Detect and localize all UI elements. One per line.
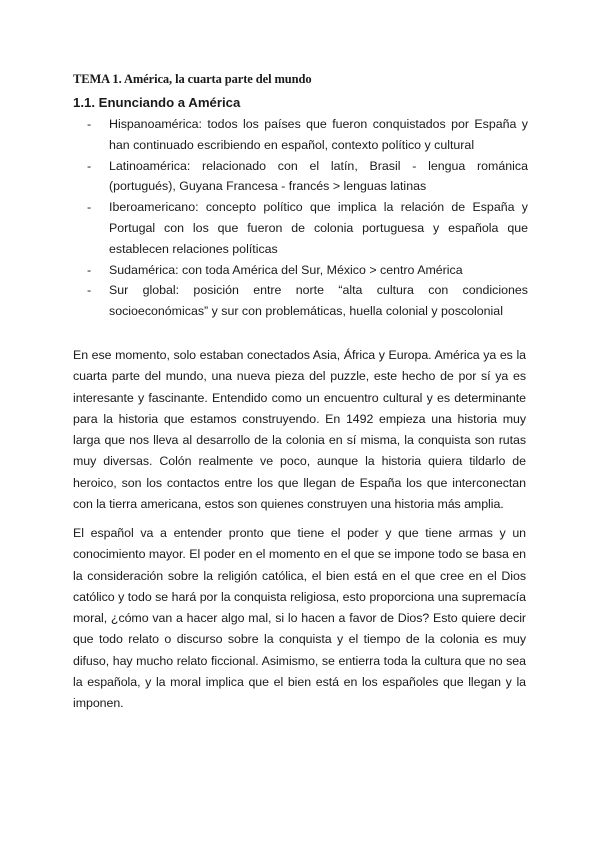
list-item xyxy=(73,280,528,322)
list-item-text: Hispanoamérica: todos los países que fueron conquistados por España y han continuado escribiendo en español, contexto político y cultural xyxy=(109,117,528,152)
body-paragraph: El español va a entender pronto que tiene el poder y que tiene armas y un conocimiento mayor. El poder en el momento en el que se impone todo se basa en la consideración sobre la religión católica, el bien está en el que cree en el Dios católico y todo se hará por la conquista religiosa, esto proporciona una supremacía moral, ¿cómo van a hacer algo mal, si lo hacen a favor de Dios? Esto quiere decir que todo relato o discurso sobre la conquista y el tiempo de la colonia es muy difuso, hay mucho relato ficcional. Asimismo, se entierra toda la cultura que no sea la española, y la moral implica que el bien está en los españoles que llegan y la imponen. xyxy=(73,526,526,711)
topic-title: TEMA 1. América, la cuarta parte del mundo xyxy=(73,72,312,86)
list-item-text: Sudamérica: con toda América del Sur, México > centro América xyxy=(109,262,463,277)
list-item-text: Sur global: posición entre norte “alta cultura con condiciones socioeconómicas” y sur con problemáticas, huella colonial y poscolonial xyxy=(109,283,528,319)
definitions-list xyxy=(73,114,528,322)
list-item-text: Iberoamericano: concepto político que implica la relación de España y Portugal con los que fueron de colonia portuguesa y española que establecen relaciones políticas xyxy=(109,200,528,256)
bullet-marker: - xyxy=(87,283,92,298)
list-item xyxy=(73,260,528,281)
section-heading: 1.1. Enunciando a América xyxy=(73,95,241,110)
bullet-marker: - xyxy=(87,262,92,277)
list-item xyxy=(73,114,528,156)
list-item-text: Latinoamérica: relacionado con el latín, Brasil - lengua románica (portugués), Guyana Francesa - francés > lenguas latinas xyxy=(109,158,528,194)
list-item xyxy=(73,156,528,198)
bullet-marker: - xyxy=(87,158,92,173)
bullet-marker: - xyxy=(87,200,92,215)
bullet-marker: - xyxy=(87,117,92,131)
list-item xyxy=(73,197,528,259)
body-paragraph: En ese momento, solo estaban conectados Asia, África y Europa. América ya es la cuarta parte del mundo, una nueva pieza del puzzle, este hecho de por sí ya es interesante y fascinante. Entendido como un encuentro cultural y es determinante para la historia que estamos construyendo. En 1492 empieza una historia muy larga que nos lleva al desarrollo de la colonia en sí misma, la conquista son rutas muy diversas. Colón realmente ve poco, aunque la historia quiera tildarlo de heroico, son los contactos entre los que llegan de España los que interconectan con la tierra americana, estos son quienes construyen una historia más amplia. xyxy=(73,348,526,512)
